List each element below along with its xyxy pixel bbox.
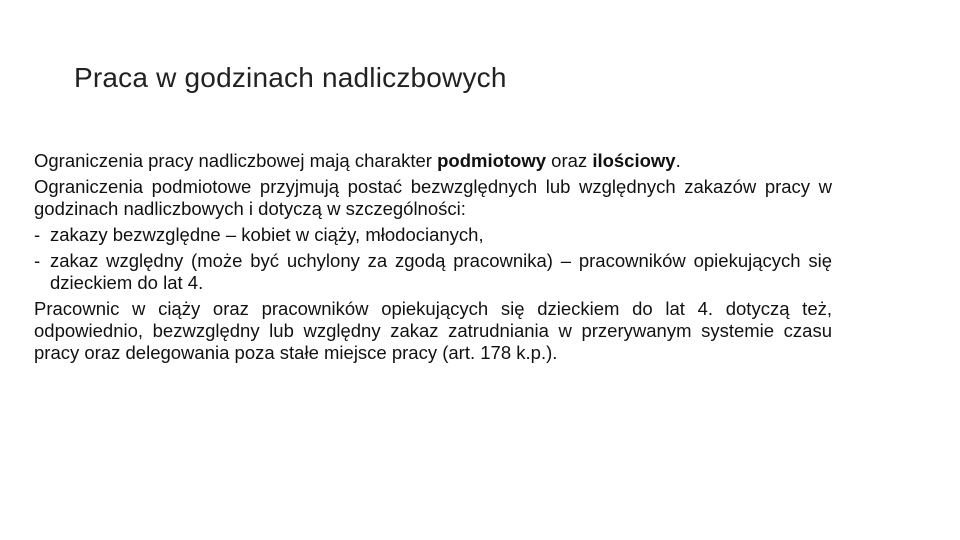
paragraph-limits-text-1: Ograniczenia pracy nadliczbowej mają charakter [34, 150, 438, 171]
list-item-text: zakazy bezwzględne – kobiet w ciąży, młodocianych, [50, 224, 484, 245]
list-dash: - [34, 250, 41, 271]
list-item-text: zakaz względny (może być uchylony za zgodą pracownika) – pracowników opiekujących się dzieckiem do lat 4. [50, 250, 832, 293]
paragraph-limits [34, 150, 832, 172]
bold-ilosciowy: ilościowy [592, 150, 676, 171]
paragraph-limits-text-2: oraz [546, 150, 593, 171]
slide-body [34, 150, 832, 368]
list-dash: - [34, 224, 41, 245]
paragraph-subject-limits: Ograniczenia podmiotowe przyjmują postać bezwzględnych lub względnych zakazów pracy w godzinach nadliczbowych i dotyczą w szczególności: [34, 176, 832, 219]
bold-podmiotowy: podmiotowy [437, 150, 547, 171]
slide-title: Praca w godzinach nadliczbowych [74, 62, 507, 93]
paragraph-limits-text-3: . [675, 150, 681, 171]
list-item [34, 224, 832, 246]
paragraph-pregnant-workers: Pracownic w ciąży oraz pracowników opiekujących się dzieckiem do lat 4. dotyczą też, odpowiednio, bezwzględny lub względny zakaz zatrudniania w przerywanym systemie czasu pracy oraz delegowania poza stałe miejsce pracy (art. 178 k.p.). [34, 298, 832, 363]
list-item [34, 250, 832, 294]
